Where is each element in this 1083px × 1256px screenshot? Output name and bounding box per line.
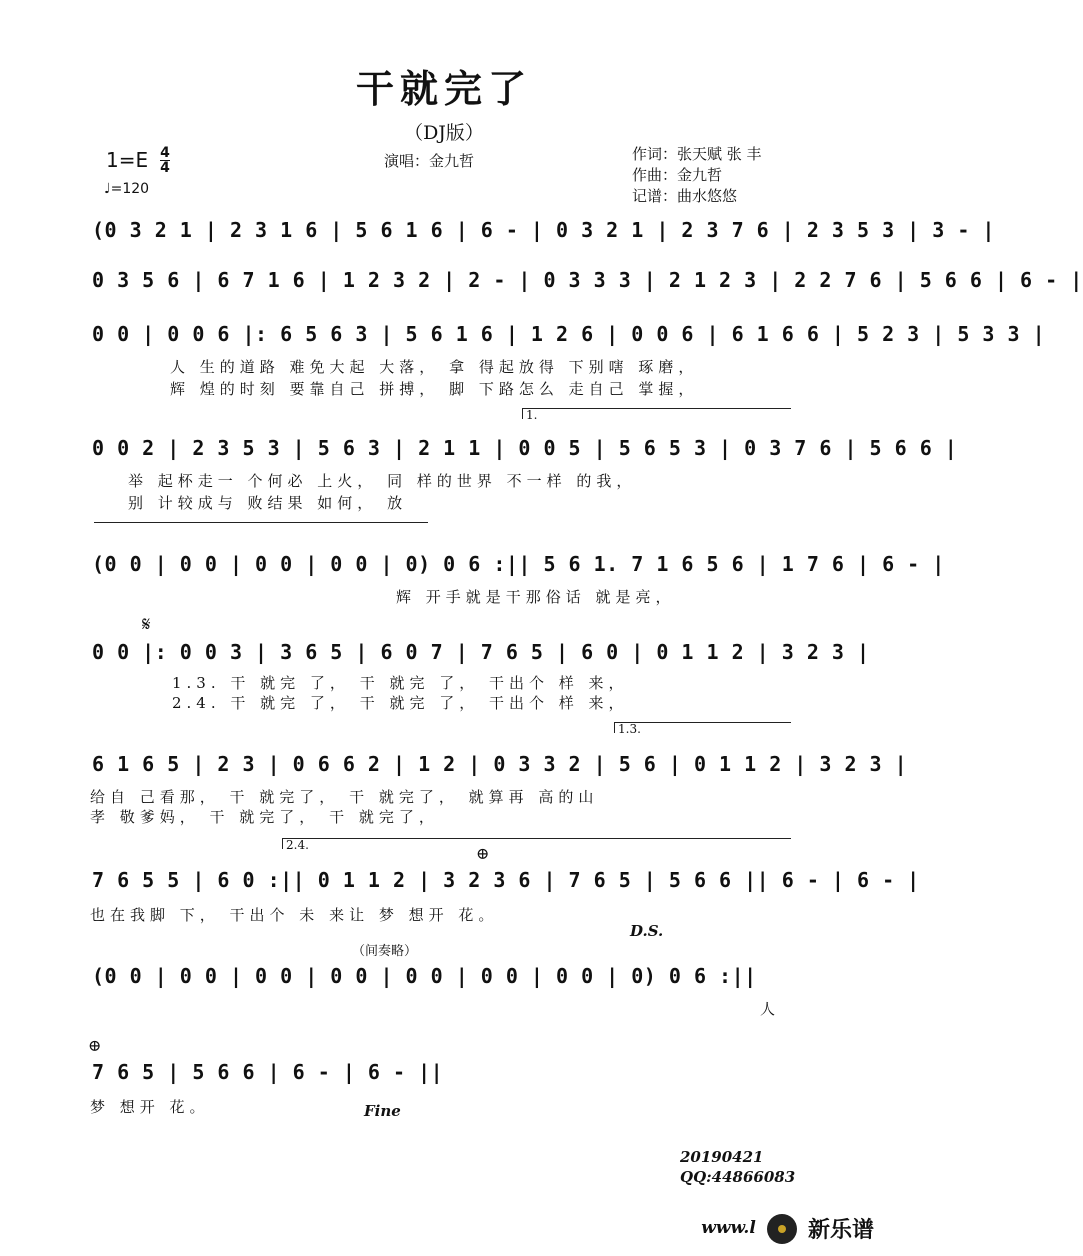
notation-row-2: 0 3 5 6 | 6 7 1 6 | 1 2 3 2 | 2 - | 0 3 3 3 | 2 1 2 3 | 2 2 7 6 | 5 6 6 | 6 - | [92, 268, 1083, 292]
key-signature: 1=E [106, 148, 149, 172]
time-signature-bottom: 4 [160, 160, 170, 176]
notation-row-6: 0 0 |: 0 0 3 | 3 6 5 | 6 0 7 | 7 6 5 | 6 0 | 0 1 1 2 | 3 2 3 | [92, 640, 870, 664]
lyrics-row-8: 也在我脚 下， 干出个 未 来让 梦 想开 花。 [90, 906, 499, 924]
notation-row-8: 7 6 5 5 | 6 0 :|| 0 1 1 2 | 3 2 3 6 | 7 6 5 | 5 6 6 || 6 - | 6 - | [92, 868, 920, 892]
date-stamp: 20190421 [680, 1148, 764, 1166]
lyrics-row-7-verse-1: 给自 己看那， 干 就完了， 干 就完了， 就算再 高的山 [90, 788, 599, 806]
coda-sign-1: ⊕ [476, 844, 490, 863]
lyrics-row-3-verse-1: 人 生的道路 难免大起 大落， 拿 得起放得 下别嗐 琢磨， [170, 358, 699, 376]
time-signature [160, 146, 170, 175]
interlude-note: （间奏略） [352, 944, 418, 959]
notation-row-1: (0 3 2 1 | 2 3 1 6 | 5 6 1 6 | 6 - | 0 3 2 1 | 2 3 7 6 | 2 3 5 3 | 3 - | [92, 218, 995, 242]
notation-row-9: (0 0 | 0 0 | 0 0 | 0 0 | 0 0 | 0 0 | 0 0 | 0) 0 6 :|| [92, 964, 757, 988]
lyrics-row-7-verse-2: 孝 敬爹妈， 干 就完了， 干 就完了， [90, 808, 439, 826]
time-signature-top: 4 [160, 145, 170, 161]
qq-contact: QQ:44866083 [680, 1168, 796, 1186]
lyrics-row-10: 梦 想开 花。 [90, 1098, 210, 1116]
notation-row-3: 0 0 | 0 0 6 |: 6 5 6 3 | 5 6 1 6 | 1 2 6 | 0 0 6 | 6 1 6 6 | 5 2 3 | 5 3 3 | [92, 322, 1046, 346]
lyrics-row-9: 人 [760, 1000, 781, 1018]
lyricist-credit: 作词：张天赋 张 丰 [632, 145, 762, 163]
volta-label-1: 1. [526, 408, 538, 422]
notation-row-7: 6 1 6 5 | 2 3 | 0 6 6 2 | 1 2 | 0 3 3 2 | 5 6 | 0 1 1 2 | 3 2 3 | [92, 752, 908, 776]
song-subtitle: （DJ版） [404, 122, 484, 144]
volta-bracket-end [94, 522, 428, 523]
coda-sign-2: ⊕ [88, 1036, 102, 1055]
disc-logo-icon [767, 1214, 797, 1244]
transcriber-credit: 记谱：曲水悠悠 [632, 187, 738, 205]
volta-label-24: 2.4. [286, 838, 309, 852]
singer-credit: 演唱：金九哲 [384, 152, 475, 170]
credits-block [632, 144, 762, 207]
notation-row-5: (0 0 | 0 0 | 0 0 | 0 0 | 0) 0 6 :|| 5 6 1. 7 1 6 5 6 | 1 7 6 | 6 - | [92, 552, 945, 576]
lyrics-row-5: 辉 开手就是干那俗话 就是亮， [396, 588, 676, 606]
site-watermark [701, 1213, 874, 1244]
lyrics-row-6-verse-2: 2.4. 干 就完 了， 干 就完 了， 干出个 样 来， [172, 694, 629, 712]
lyrics-row-3-verse-2: 辉 煌的时刻 要靠自己 拼搏， 脚 下路怎么 走自己 掌握， [170, 380, 699, 398]
site-logo-text: 新乐谱 [807, 1218, 874, 1243]
segno-sign: 𝄋 [142, 612, 151, 636]
lyrics-row-4-verse-1: 举 起杯走一 个何必 上火， 同 样的世界 不一样 的我， [128, 472, 637, 490]
song-title: 干就完了 [355, 67, 532, 111]
composer-credit: 作曲：金九哲 [632, 166, 723, 184]
site-url: www.l [701, 1218, 756, 1238]
ds-marking: D.S. [630, 922, 664, 940]
volta-bracket-1 [522, 408, 791, 419]
volta-bracket-24 [282, 838, 791, 849]
notation-row-10: 7 6 5 | 5 6 6 | 6 - | 6 - || [92, 1060, 444, 1084]
lyrics-row-4-verse-2: 别 计较成与 败结果 如何， 放 [128, 494, 408, 512]
tempo-marking: ♩=120 [104, 181, 150, 197]
notation-row-4: 0 0 2 | 2 3 5 3 | 5 6 3 | 2 1 1 | 0 0 5 | 5 6 5 3 | 0 3 7 6 | 5 6 6 | [92, 436, 958, 460]
volta-label-13: 1.3. [618, 722, 641, 736]
fine-marking: Fine [364, 1102, 401, 1120]
lyrics-row-6-verse-1: 1.3. 干 就完 了， 干 就完 了， 干出个 样 来， [172, 674, 629, 692]
